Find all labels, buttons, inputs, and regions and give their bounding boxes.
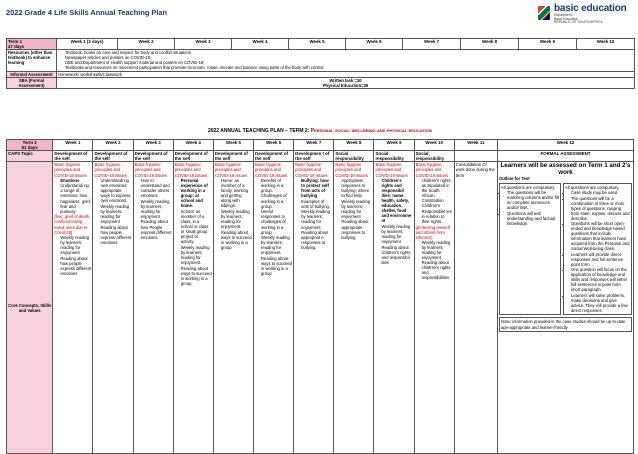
week-header: Week 3 — [133, 140, 173, 151]
week-header: Week 10 — [414, 140, 454, 151]
week-header: Week 2 — [93, 140, 133, 151]
section-title: 2022 ANNUAL TEACHING PLAN – TERM 2: Personal social wellbeing and physical education — [207, 128, 433, 134]
week-header: Week 7 — [403, 39, 461, 50]
week-content — [93, 162, 133, 454]
box-item: • The questions will be a combination of three or more types of questions, ranging from state, explain, discuss and describe. — [571, 196, 630, 221]
week-header: Week 5 — [289, 39, 346, 50]
test-outline-box-2 — [563, 183, 632, 315]
coat-of-arms-icon — [538, 6, 550, 20]
topic-label: Basic hygiene principles and COVID-19 issues — [54, 162, 87, 178]
week-content — [53, 162, 93, 454]
box-item: • Case study may be used. — [571, 190, 630, 195]
caps-topic: Development of the self — [213, 151, 253, 162]
content-item: • Reading about how people express different emotions — [60, 256, 91, 276]
week-header: Week 1 (3 days) — [57, 39, 118, 50]
term1-table — [6, 38, 635, 89]
topic-label: Basic hygiene principles and COVID-19 issues — [94, 162, 127, 178]
content-item: • Reading about children's rights and responsibil ities — [381, 245, 412, 265]
content-item: • Examples of acts of bullying. — [301, 199, 332, 209]
content-item: • Reading about appropriate responses to bullying — [341, 219, 372, 239]
caps-topic-row — [7, 151, 634, 162]
content-item: • Reading about how people express different emotions — [100, 225, 131, 245]
week-header: Week 9 — [519, 39, 577, 50]
week-header: Week 8 — [461, 39, 519, 50]
covid-note: [fear, grief of death, confined losing loved ones due to Covid-19] — [54, 214, 91, 235]
box-item: • Learners will solve problems, make decisions and give advice. They will provide a few direct responses. — [571, 293, 630, 313]
sba-row — [7, 77, 635, 88]
content-item: • Reading about ways to succeed in working in a group — [261, 256, 292, 276]
content-item: • Useful responses to challenges of working in a group. — [261, 209, 292, 234]
caps-topic: Developmen t of the self — [294, 151, 334, 162]
box-item: • Questions will be short open-ended and knowledge-based questions that include information that learners have acquired from the Personal and Social Well-being class. — [571, 221, 630, 251]
caps-topic: Social responsibility — [374, 151, 414, 162]
content-item: • Benefits of working in a group. — [261, 178, 292, 193]
caps-label: CAPS Topic — [7, 151, 53, 162]
topic-label: Basic hygiene principles and COVID-19 issues — [375, 162, 408, 178]
content-item: • Weekly reading by learners; reading for enjoyment — [341, 199, 372, 219]
box-item: • The questions will be matching columns and/or fill in/ complete sentences and/or lists. — [507, 190, 559, 210]
week-content — [213, 162, 253, 454]
content-item: • Responsibilit ies in relation to their rights. — [422, 209, 453, 224]
week-header: Week 11 — [454, 140, 497, 151]
week-header: Week 5 — [213, 140, 253, 151]
week-header: Week 12 — [497, 140, 633, 151]
content-item: • Reading about ways to succeed in working in a group — [181, 266, 212, 286]
document-title: 2022 Grade 4 Life Skills Annual Teaching Plan — [6, 8, 168, 17]
case-study-note: Note: information provided in the case studies should be up-to-date, age-appropriate and learner-friendly. — [499, 317, 632, 331]
week-header: Week 10 — [577, 39, 635, 50]
content-item: • School: as member of a class, in a school or class or small group project or activity — [181, 209, 212, 245]
week-header: Week 3 — [175, 39, 232, 50]
topic-label: Basic hygiene principles and COVID-19 issues — [295, 162, 328, 178]
topic-label: Basic hygiene principles and COVID-19 issues — [335, 162, 368, 178]
resources-label: Resources (other than textbook) to enhance learning — [7, 50, 57, 71]
week-header: Week 2 — [118, 39, 175, 50]
resources-list — [57, 50, 635, 71]
week-header: Week 7 — [294, 140, 334, 151]
consolidation-cell: Consolidation Of work done during the term — [454, 162, 497, 454]
resource-item: • Newspaper articles and posters on COVID-19; — [65, 55, 633, 60]
content-item: • Weekly reading by learners; reading for enjoyment. — [181, 245, 212, 265]
test-outline-box-1 — [499, 183, 561, 315]
box-title: All questions are compulsory. — [500, 185, 556, 191]
caps-topic: Development of the self — [133, 151, 173, 162]
week-header: Week 4 — [173, 140, 213, 151]
caps-topic: Development of the self — [173, 151, 213, 162]
term2-header-row — [7, 140, 634, 151]
content-item: • Weekly reading by learners; reading for enjoyment. — [261, 235, 292, 255]
assessment-heading: Learners will be assessed on Term 1 and 2's work — [500, 162, 631, 177]
week-header: Week 8 — [334, 140, 374, 151]
content-item: • Personal experience of working in a group: at school and home. — [181, 178, 212, 209]
week-header: Week 6 — [254, 140, 294, 151]
content-item: • Reading about appropriat e responses to bullying. — [301, 230, 332, 250]
topic-label: Basic hygiene principles and COVID-19 issues — [174, 162, 208, 178]
week-content — [294, 162, 334, 454]
content-item: • How to understand and consider others emotions. — [141, 178, 172, 198]
box-title: All questions are compulsory. — [564, 185, 620, 191]
dbe-logo — [538, 3, 634, 27]
content-item: • Reading about ways to succeed in working in a group — [221, 230, 252, 250]
week-content — [374, 162, 414, 454]
content-item: • Understandi ng a range of emotions: love, happiness, grief, fear and jealousy — [60, 183, 91, 214]
caps-topic: Development of the self — [93, 151, 133, 162]
caps-topic: Development of the self — [53, 151, 93, 162]
topic-label: Basic hygiene principles and COVID-19 issues — [214, 162, 248, 178]
resource-item: • Textbooks and resources on movement participation that promote locomote, rotate, elevate and balance using parts of the body with control. — [65, 65, 633, 70]
content-item: • Children's rights and responsibil ities: name, health, safety, education, shelter, food and environme nt — [381, 178, 412, 224]
week-header: Week 1 — [53, 140, 93, 151]
content-item: • Weekly reading by learners; reading for enjoyment — [60, 235, 91, 255]
logo-subtext: Department: Basic Education REPUBLIC OF SOUTH AFRICA — [554, 13, 603, 25]
content-item: • Weekly reading by learners; reading for enjoyment. — [221, 209, 252, 229]
informal-value: Homework/ worksheets/Classwork — [57, 71, 635, 77]
term1-header-row — [7, 39, 635, 50]
content-item: • Home: as member of a family, working and getting along with siblings. — [221, 178, 252, 209]
caps-topic: Social responsibility — [334, 151, 374, 162]
topic-label: Basic hygiene principles and COVID-19 issues — [134, 162, 167, 178]
week-header: Week 6 — [346, 39, 403, 50]
content-item: • Bullying: how to protect self from acts of bullying — [301, 178, 332, 198]
content-item: • Weekly reading by learners; reading for enjoyment Reading about children's rights and responsibilities — [422, 240, 453, 281]
logo-wordmark: basic education — [554, 3, 627, 14]
core-concepts-row — [7, 162, 634, 454]
sba-label: SBA (Formal Assessment) — [7, 77, 57, 88]
week-content — [133, 162, 173, 454]
resource-item: • Textbook, books on care and respect for body and conflict situations — [65, 50, 633, 55]
covid-note: [protecting oneself and others from infection] — [415, 224, 450, 240]
core-label: Core Concepts, Skills and Values — [7, 162, 53, 454]
content-item: • children's rights as stipulated in the South African Constitution Children's — [422, 178, 453, 209]
outline-label: Outline for Test — [498, 176, 530, 182]
content-item: • Weekly reading by learners; reading for enjoyment — [381, 224, 412, 244]
box-item: • Learners will provide direct responses and full sentence point form. — [571, 252, 630, 267]
content-item: • Weekly reading by learners; reading for enjoyment — [301, 209, 332, 229]
content-item: • Understandi ng own emotions: appropriate ways to express own emotions. — [100, 178, 131, 203]
content-item: • Challenges of working in a group — [261, 193, 292, 208]
content-item: • Emotions — [60, 178, 91, 183]
content-item: • Weekly reading by learners; reading for enjoyment — [141, 199, 172, 219]
informal-label: Informal Assessment — [7, 71, 57, 77]
formal-assessment-header: FORMAL ASSESSMENT — [497, 151, 633, 162]
topic-label: Basic hygiene principles and COVID-19 issues — [415, 162, 448, 178]
resource-item: • DBE and Department of Health support material and posters on COVID-19; — [65, 60, 633, 65]
formal-assessment-cell — [497, 162, 633, 454]
term2-table — [6, 139, 634, 454]
week-content — [414, 162, 454, 454]
term1-label: Term 1 47 days — [7, 39, 57, 50]
topic-label: Basic hygiene principles and COVID-19 issues — [255, 162, 288, 178]
content-item: • Weekly reading by learners; reading for enjoyment — [100, 204, 131, 224]
caps-topic: Social responsibility — [414, 151, 454, 162]
content-item: • Reading about how People express different emotions — [141, 219, 172, 239]
week-content — [254, 162, 294, 454]
caps-topic-empty — [454, 151, 497, 162]
term2-label: Term 2 51 days — [7, 140, 53, 151]
week-header: Week 9 — [374, 140, 414, 151]
resources-row — [7, 50, 635, 71]
week-content — [173, 162, 213, 454]
sba-value: Written task =30 Physical Education=30 — [57, 77, 635, 88]
box-item: • One question will focus on the application of knowledge and skills and responses will either full sentences in point form short paragraph. — [571, 267, 630, 292]
week-header: Week 4 — [232, 39, 289, 50]
box-item: • Questions will test understanding and factual knowledge. — [507, 211, 559, 226]
week-content — [334, 162, 374, 454]
content-item: • Appropriate responses to bullying: where to find help — [341, 178, 372, 198]
caps-topic: Development of the self — [254, 151, 294, 162]
